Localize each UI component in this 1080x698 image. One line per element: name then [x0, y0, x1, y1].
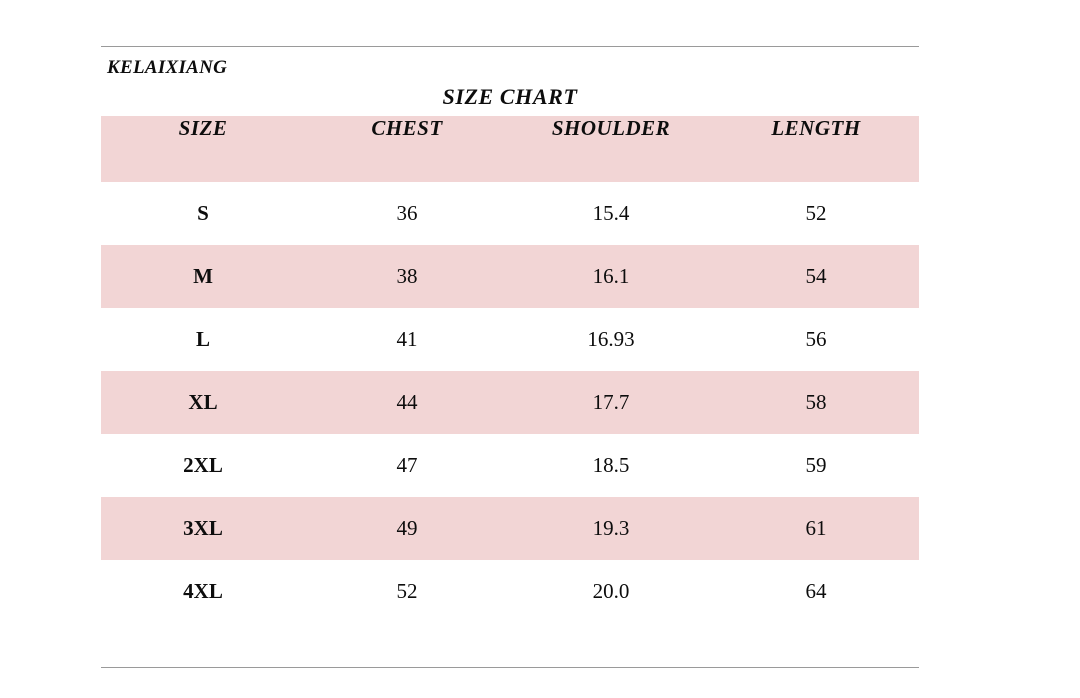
cell-shoulder: 15.4 — [592, 200, 630, 225]
cell-chest: 36 — [396, 200, 418, 225]
cell-length: 58 — [805, 389, 827, 414]
bottom-divider — [101, 667, 919, 668]
cell-shoulder: 18.5 — [592, 452, 630, 477]
table-body — [101, 182, 919, 623]
table-header — [101, 116, 919, 182]
cell-size: XL — [188, 389, 218, 414]
cell-shoulder: 20.0 — [592, 578, 630, 603]
cell-size: 3XL — [183, 515, 223, 540]
cell-length: 54 — [805, 263, 827, 288]
cell-chest: 52 — [396, 578, 418, 603]
cell-chest: 38 — [396, 263, 418, 288]
table-row — [101, 560, 919, 623]
cell-chest: 41 — [396, 326, 418, 351]
cell-size: 4XL — [183, 578, 223, 603]
cell-size: M — [193, 263, 213, 288]
table-row — [101, 497, 919, 560]
cell-length: 64 — [805, 578, 827, 603]
cell-shoulder: 19.3 — [592, 515, 630, 540]
cell-size: L — [195, 326, 210, 351]
table-header-row — [101, 116, 919, 182]
cell-length: 52 — [805, 200, 827, 225]
cell-length: 56 — [805, 326, 827, 351]
cell-chest: 47 — [396, 452, 418, 477]
cell-shoulder: 16.1 — [592, 263, 630, 288]
cell-shoulder: 16.93 — [587, 326, 635, 351]
brand-name: KELAIXIANG — [107, 57, 228, 78]
cell-shoulder: 17.7 — [592, 389, 630, 414]
table-row — [101, 245, 919, 308]
page-title: SIZE CHART — [442, 83, 578, 109]
size-chart-table — [101, 116, 919, 623]
cell-size: S — [197, 200, 209, 225]
cell-length: 61 — [805, 515, 827, 540]
size-chart-sheet — [101, 46, 919, 668]
cell-chest: 44 — [396, 389, 418, 414]
table-row — [101, 182, 919, 245]
cell-size: 2XL — [183, 452, 223, 477]
table-row — [101, 308, 919, 371]
column-header-chest: CHEST — [371, 115, 443, 140]
table-row — [101, 434, 919, 497]
column-header-size: SIZE — [178, 115, 228, 140]
column-header-shoulder: SHOULDER — [551, 115, 671, 140]
column-header-length: LENGTH — [771, 115, 861, 140]
cell-chest: 49 — [396, 515, 418, 540]
cell-length: 59 — [805, 452, 827, 477]
table-row — [101, 371, 919, 434]
